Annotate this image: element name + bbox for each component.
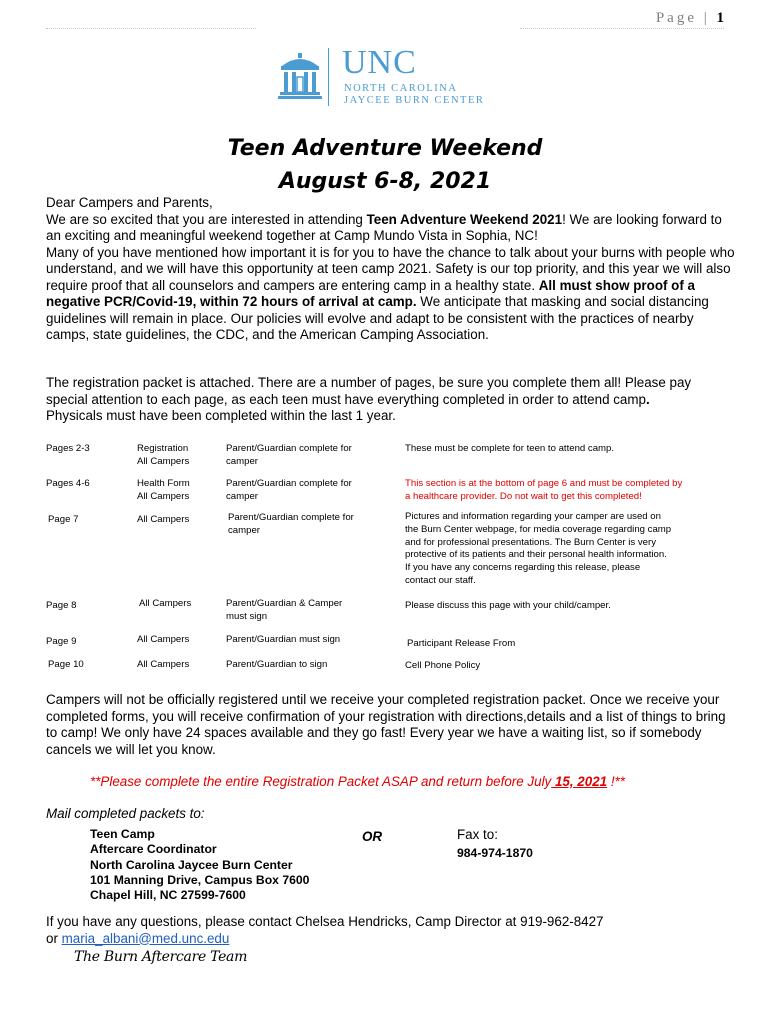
signature: The Burn Aftercare Team: [74, 949, 248, 965]
deadline-notice-text: **Please complete the entire Registration Packet ASAP and return before July: [90, 774, 552, 789]
table-cell-form: All Campers: [139, 598, 192, 609]
registration-paragraph: [46, 375, 736, 425]
table-cell-note: Participant Release From: [407, 638, 516, 649]
table-cell-note: These must be complete for teen to attend camp.: [405, 443, 615, 454]
address-line: North Carolina Jaycee Burn Center: [90, 857, 293, 872]
intro-p2-text-end: We anticipate that masking and social distancing guidelines will remain in place. Our policies will evolve and adapt to be consistent with the practices of nearby camps, state guidelines, the CDC, and the American Camping Association.: [46, 294, 709, 342]
deadline-date: 15, 2021: [551, 774, 608, 789]
greeting: Dear Campers and Parents,: [46, 195, 213, 210]
intro-paragraph-2: [46, 245, 736, 344]
registration-period: .: [645, 391, 650, 407]
unc-logo: [278, 44, 508, 110]
contact-line: If you have any questions, please contact Chelsea Hendricks, Camp Director at 919-962-8427: [46, 914, 604, 929]
intro-p1-text: We are so excited that you are interested in attending: [46, 211, 367, 227]
table-cell-form: All Campers: [137, 634, 190, 645]
logo-unc: UNC: [342, 44, 417, 81]
table-cell-form: Health Form All Campers: [137, 478, 190, 502]
registration-text: The registration packet is attached. There are a number of pages, be sure you complete them all! Please pay special attention to each page, as each teen must have everything completed in order to attend camp: [46, 375, 692, 407]
table-cell-pages: Page 10: [48, 659, 84, 670]
table-cell-pages: Page 8: [46, 600, 77, 611]
table-cell-who: Parent/Guardian complete for camper: [228, 512, 354, 536]
old-well-icon: [278, 50, 322, 100]
table-cell-note: Please discuss this page with your child/camper.: [405, 600, 611, 611]
table-cell-pages: Page 7: [48, 514, 79, 525]
page-number: [656, 10, 724, 27]
fax-label: Fax to:: [457, 827, 498, 842]
deadline-notice-end: !**: [607, 774, 625, 789]
table-cell-pages: Page 9: [46, 636, 77, 647]
contact-or: or: [46, 930, 62, 946]
physicals-note: Physicals must have been completed within the last 1 year.: [46, 408, 396, 423]
table-cell-pages: Pages 4-6: [46, 478, 90, 489]
table-cell-who: Parent/Guardian must sign: [226, 634, 341, 645]
table-cell-who: Parent/Guardian to sign: [226, 659, 328, 670]
logo-divider: [328, 48, 329, 106]
mailing-address: [90, 827, 309, 903]
document-title: Teen Adventure Weekend: [227, 136, 543, 161]
page-label: Page |: [655, 10, 717, 26]
table-cell-who: Parent/Guardian complete for camper: [226, 443, 352, 467]
or-label: OR: [362, 829, 383, 844]
contact-email-link[interactable]: maria_albani@med.unc.edu: [61, 930, 230, 946]
fax-number: 984-974-1870: [457, 846, 533, 860]
intro-section: [46, 195, 736, 344]
address-line: 101 Manning Drive, Campus Box 7600: [90, 872, 310, 887]
table-cell-form: Registration All Campers: [137, 443, 190, 467]
intro-p1-text-end: ! We are looking forward to an exciting and meaningful weekend together at Camp Mundo Vista in Sophia, NC!: [46, 211, 722, 243]
table-cell-form: All Campers: [137, 659, 190, 670]
contact-email-line: [46, 931, 736, 948]
address-line: Chapel Hill, NC 27599-7600: [90, 888, 246, 903]
table-cell-note: Pictures and information regarding your camper are used on the Burn Center webpage, for media coverage regarding camp and for professional presentations. The Burn Center is very protective of its patients and their personal health information. If you have any concerns regarding this release, please contact our staff.: [405, 511, 672, 586]
logo-line-1: NORTH CAROLINA: [344, 83, 458, 94]
intro-paragraph-1: [46, 212, 736, 245]
table-cell-pages: Pages 2-3: [46, 443, 90, 454]
deadline-notice: [90, 774, 625, 789]
covid-requirement: All must show proof of a negative PCR/Covid-19, within 72 hours of arrival at camp.: [46, 277, 695, 309]
header-rule-left: [46, 28, 256, 29]
event-name: Teen Adventure Weekend 2021: [366, 211, 563, 227]
address-line: Aftercare Coordinator: [90, 842, 217, 857]
logo-line-2: JAYCEE BURN CENTER: [344, 95, 485, 106]
header-rule-right: [520, 28, 724, 29]
address-line: Teen Camp: [90, 827, 155, 841]
table-cell-who: Parent/Guardian complete for camper: [226, 478, 352, 502]
document-date: August 6-8, 2021: [278, 169, 492, 194]
contact-section: [46, 914, 736, 947]
table-cell-note: Cell Phone Policy: [405, 660, 481, 671]
intro-p2-text: Many of you have mentioned how important it is for you to have the chance to talk about your burns with people who understand, and we will have this opportunity at teen camp 2021. Safety is our top priority, and this year we will also require proof that all counselors and campers are entering camp in a healthy state.: [46, 244, 735, 293]
table-cell-who: Parent/Guardian & Camper must sign: [226, 598, 343, 622]
table-cell-note-warning: This section is at the bottom of page 6 and must be completed by a healthcare provider. Do not wait to get this completed!: [405, 478, 683, 502]
closing-paragraph: Campers will not be officially registered until we receive your completed registration packet. Once we receive your completed forms, you will receive confirmation of your registration with directions,details and a list of things to bring to camp! We only have 24 spaces available and they go fast! Every year we have a waiting list, so if somebody cancels we will let you know.: [46, 692, 726, 757]
page-number-value: 1: [716, 10, 724, 26]
table-cell-form: All Campers: [137, 514, 190, 525]
mail-label: Mail completed packets to:: [46, 806, 205, 821]
